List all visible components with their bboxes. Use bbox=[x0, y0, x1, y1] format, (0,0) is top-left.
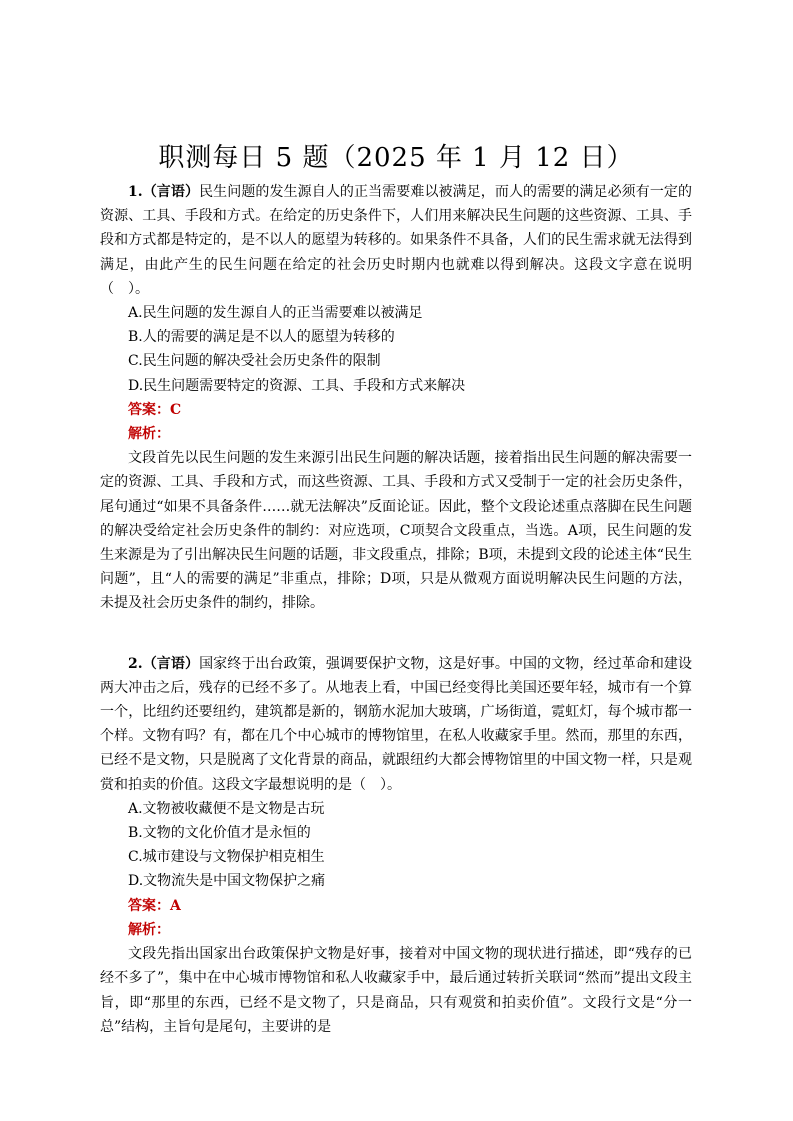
page-title: 职测每日 5 题（2025 年 1 月 12 日） bbox=[158, 143, 634, 173]
option-b: B.人的需要的满足是不以人的愿望为转移的 bbox=[128, 329, 395, 346]
option-d: D.民生问题需要特定的资源、工具、手段和方式来解决 bbox=[128, 377, 466, 394]
option-c: C.城市建设与文物保护相克相生 bbox=[128, 849, 325, 866]
analysis-text: 文段先指出国家出台政策保护文物是好事，接着对中国文物的现状进行描述，即“残存的已经不多了”，集中在中心城市博物馆和私人收藏家手中，最后通过转折关联词“然而”提出文段主旨，即“那里的东西，已经不是文物了，只是商品，只有观赏和拍卖价值”。文段行文是“分一总”结构，主旨句是尾句，主要讲的是 bbox=[100, 946, 692, 1035]
question-1 bbox=[100, 180, 692, 616]
option-c: C.民生问题的解决受社会历史条件的限制 bbox=[128, 353, 381, 370]
question-number: 2. bbox=[128, 655, 143, 672]
question-stem bbox=[100, 652, 692, 797]
answer: 答案：A bbox=[128, 897, 181, 914]
question-number: 1. bbox=[128, 184, 143, 200]
option-a: A.文物被收藏便不是文物是古玩 bbox=[128, 800, 325, 817]
section-spacer bbox=[100, 616, 692, 652]
document-page bbox=[100, 140, 692, 1039]
question-text: 民生问题的发生源自人的正当需要难以被满足，而人的需要的满足必须有一定的资源、工具、手段和方式。在给定的历史条件下，人们用来解决民生问题的这些资源、工具、手段和方式都是特定的，是不以人的愿望为转移的。如果条件不具备，人们的民生需求就无法得到满足，由此产生的民生问题在给定的社会历史时期内也就难以得到解决。这段文字意在说明（ ）。 bbox=[100, 184, 693, 297]
analysis-label: 解析： bbox=[128, 921, 170, 938]
option-d: D.文物流失是中国文物保护之痛 bbox=[128, 873, 326, 890]
question-type: （言语） bbox=[142, 655, 200, 672]
question-stem bbox=[100, 180, 692, 301]
analysis-label: 解析： bbox=[128, 426, 170, 443]
answer: 答案：C bbox=[128, 401, 182, 418]
option-b: B.文物的文化价值才是永恒的 bbox=[128, 825, 311, 842]
question-text: 国家终于出台政策，强调要保护文物，这是好事。中国的文物，经过革命和建设两大冲击之后，残存的已经不多了。从地表上看，中国已经变得比美国还要年轻，城市有一个算一个，比纽约还要纽约，建筑都是新的，钢筋水泥加大玻璃，广场街道，霓虹灯，每个城市都一个样。文物有吗？有，都在几个中心城市的博物馆里，在私人收藏家手里。然而，那里的东西，已经不是文物，只是脱离了文化背景的商品，就跟纽约大都会博物馆里的中国文物一样，只是观赏和拍卖的价值。这段文字最想说明的是（ ）。 bbox=[100, 655, 693, 793]
analysis-text: 文段首先以民生问题的发生来源引出民生问题的解决话题，接着指出民生问题的解决需要一定的资源、工具、手段和方式，而这些资源、工具、手段和方式又受制于一定的社会历史条件，尾句通过“如果不具备条件……就无法解决”反面论证。因此，整个文段论述重点落脚在民生问题的解决受给定社会历史条件的制约：对应选项，C项契合文段重点，当选。A项，民生问题的发生来源是为了引出解决民生问题的话题，非文段重点，排除；B项，未提到文段的论述主体“民生问题”，且“人的需要的满足”非重点，排除；D项，只是从微观方面说明解决民生问题的方法，未提及社会历史条件的制约，排除。 bbox=[100, 450, 692, 612]
option-a: A.民生问题的发生源自人的正当需要难以被满足 bbox=[128, 305, 423, 322]
question-type: （言语） bbox=[142, 184, 200, 200]
question-2 bbox=[100, 652, 692, 1039]
